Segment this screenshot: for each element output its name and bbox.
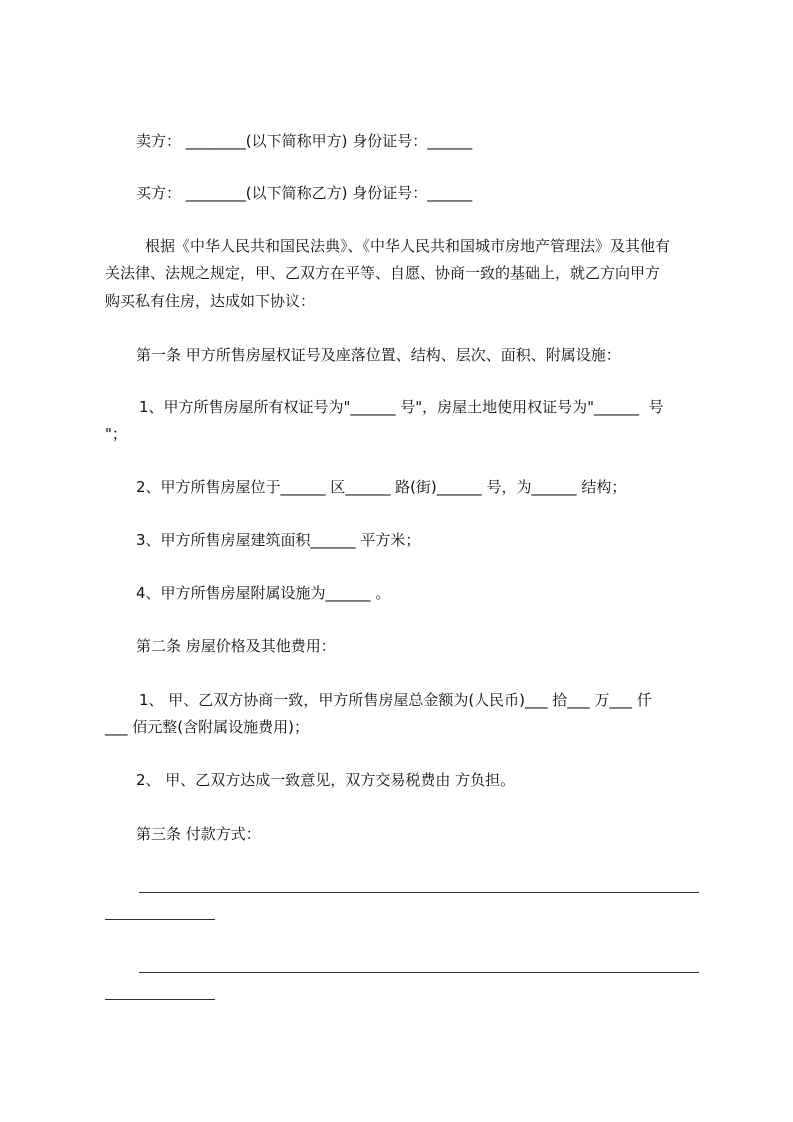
seller-line: 卖方： ________(以下简称甲方) 身份证号：______	[136, 132, 473, 150]
article-1-item-1-line-2: "；	[105, 425, 127, 443]
intro-line-2: 关法律、法规之规定，甲、乙双方在平等、自愿、协商一致的基础上，就乙方向甲方	[105, 264, 661, 282]
payment-blank-line-2	[139, 972, 699, 973]
payment-blank-line-2-continuation	[105, 999, 215, 1000]
payment-blank-line-1-continuation	[105, 919, 215, 920]
intro-line-1: 根据《中华人民共和国民法典》、《中华人民共和国城市房地产管理法》及其他有	[145, 237, 671, 255]
article-1-item-2: 2、甲方所售房屋位于______ 区______ 路(街)______ 号，为______ 结构；	[136, 478, 627, 496]
intro-line-3: 购买私有住房，达成如下协议：	[105, 292, 316, 310]
article-1-item-3: 3、甲方所售房屋建筑面积______ 平方米；	[136, 531, 421, 549]
buyer-line: 买方： ________(以下简称乙方) 身份证号：______	[136, 184, 473, 202]
article-1-title: 第一条 甲方所售房屋权证号及座落位置、结构、层次、面积、附属设施：	[136, 346, 621, 364]
article-3-title: 第三条 付款方式：	[136, 825, 261, 843]
article-2-title: 第二条 房屋价格及其他费用：	[136, 637, 336, 655]
article-1-item-1-line-1: 1、甲方所售房屋所有权证号为"______ 号"，房屋土地使用权证号为"______ 号	[139, 398, 664, 416]
article-2-item-1-line-2: ___ 佰元整(含附属设施费用)；	[105, 718, 309, 736]
article-1-item-4: 4、甲方所售房屋附属设施为______ 。	[136, 584, 391, 602]
article-2-item-1-line-1: 1、 甲、乙双方协商一致，甲方所售房屋总金额为(人民币)___ 拾___ 万___ 仟	[139, 691, 652, 709]
payment-blank-line-1	[139, 892, 699, 893]
article-2-item-2: 2、 甲、乙双方达成一致意见，双方交易税费由 方负担。	[136, 771, 516, 789]
